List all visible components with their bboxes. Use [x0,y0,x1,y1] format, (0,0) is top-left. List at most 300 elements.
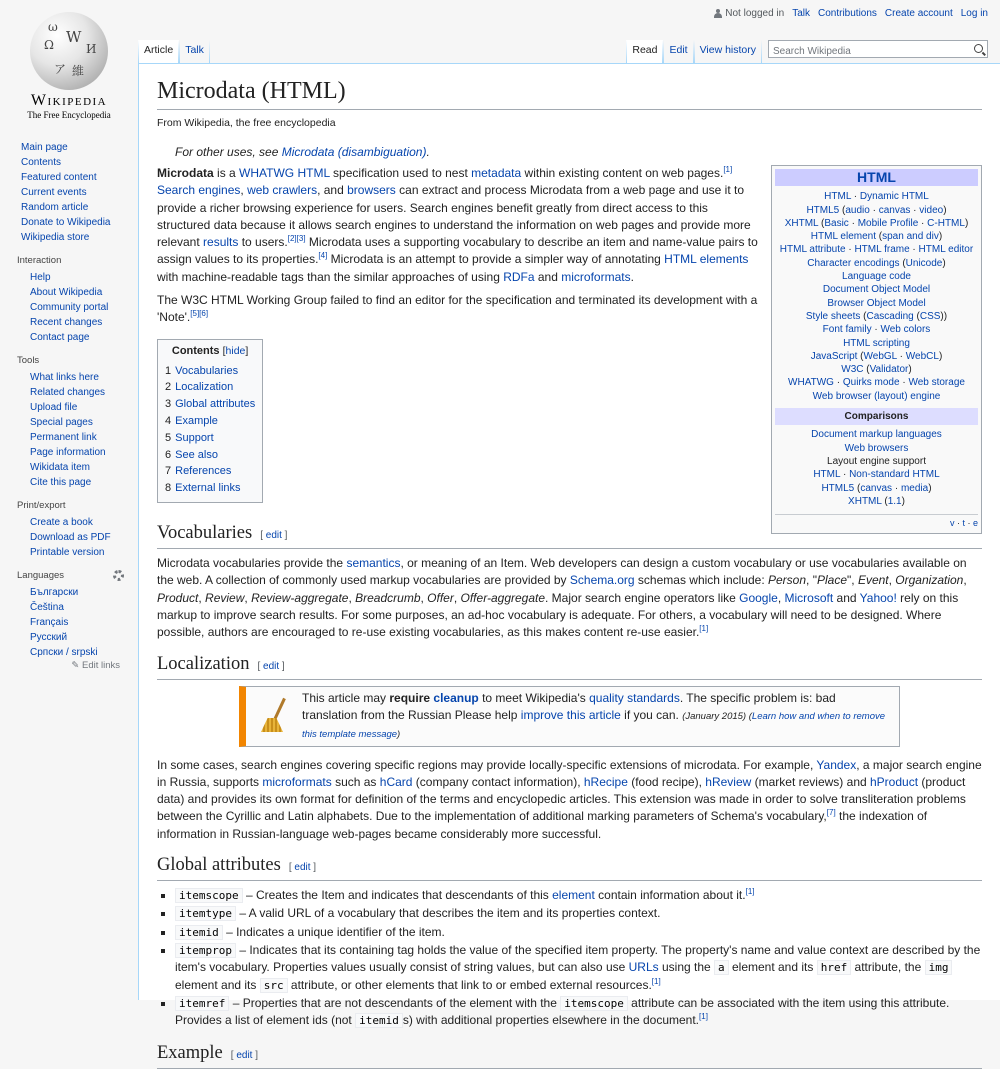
text-run: within existing content on web pages. [521,166,724,180]
sidebar-item-community-portal[interactable]: Community portal [30,302,109,313]
citation-link[interactable]: [4] [318,251,328,261]
wiki-link[interactable]: Schema.org [569,573,635,588]
wiki-link[interactable]: Style sheets [805,310,861,322]
toc-item[interactable] [165,480,255,497]
text-run: if you can. [620,707,683,722]
contributions-link[interactable]: Contributions [818,8,877,19]
infobox-row [775,363,978,376]
cleanup-notice-text [302,690,891,743]
toc-link[interactable]: Support [175,431,214,444]
interaction-heading-label: Interaction [17,255,62,266]
sidebar-item-random-article[interactable]: Random article [21,202,89,213]
edit-section: [ edit ] [257,660,285,672]
wiki-link[interactable]: video [919,204,944,216]
section-heading-example [157,1037,982,1069]
toc-item[interactable] [165,413,255,430]
wiki-link[interactable]: Cascading [866,310,914,322]
sidebar-item-page-information[interactable]: Page information [30,447,106,458]
wiki-link[interactable]: Yahoo! [859,590,897,605]
wiki-link[interactable]: HTML scripting [843,337,910,349]
text-run: s) with additional properties elsewhere in the document. [402,1013,700,1028]
citation [699,624,708,633]
wiki-link[interactable]: audio [845,204,870,216]
text-run: · [964,518,973,529]
wiki-link[interactable]: Character encodings [807,257,900,269]
hatnote-suffix: . [426,145,430,159]
sidebar-item-contents[interactable]: Contents [21,157,62,168]
text-run: , [420,590,428,605]
toc-number: 3 [165,398,172,411]
print-heading [17,500,138,511]
section-heading-global-attributes [157,849,982,881]
talk-link[interactable]: Talk [792,8,810,19]
text-run: to meet Wikipedia's [478,690,590,705]
tab-edit-label: Edit [669,44,688,56]
sidebar-print-export [0,500,138,560]
infobox-row [775,390,978,403]
text-run: – Indicates a unique identifier of the item. [222,924,445,939]
edit-section-link[interactable]: edit [265,530,282,542]
text-run: ( [854,482,861,494]
sidebar-item-about[interactable]: About Wikipedia [30,287,103,298]
text-run: ( [818,217,825,229]
text-run: , [244,590,252,605]
text-run: ( [863,364,870,376]
wiki-link[interactable]: HTML5 [806,204,840,216]
wiki-link[interactable]: HTML frame [854,244,910,256]
cleanup-notice [239,686,900,747]
wiki-link[interactable]: hRecipe [583,774,628,789]
sidebar-languages [0,570,138,671]
infobox-comparisons [775,428,978,508]
sidebar-item-lang-fr[interactable]: Français [30,617,69,628]
sidebar-navigation [0,140,138,245]
code-token: itemref [175,996,229,1011]
sidebar-item-donate[interactable]: Donate to Wikipedia [21,217,111,228]
infobox-row [775,482,978,495]
toc-item[interactable] [165,363,255,380]
wiki-link[interactable]: WebCL [905,350,939,362]
user-icon [714,9,722,18]
text-run: , and [317,183,348,198]
text-run: ( [899,257,906,269]
text-run: Microdata uses a supporting vocabulary to describe an item and name-value pairs to assign values to its properties. [157,235,758,267]
wiki-link[interactable]: Browser Object Model [827,297,926,309]
text-run: · [840,469,850,481]
text-run: (market reviews) and [751,774,870,789]
text-run: using the [658,960,715,975]
sidebar-item-wikidata-item[interactable]: Wikidata item [30,462,91,473]
tab-edit[interactable] [663,40,693,63]
wiki-link[interactable]: element [552,888,595,903]
sidebar-item-upload-file[interactable]: Upload file [30,402,78,413]
tools-heading-label: Tools [17,355,40,366]
tab-talk[interactable] [179,40,210,63]
infobox-row [775,204,978,217]
vocabularies-paragraph [157,555,982,641]
text-run: . The specific problem is: bad translation from the Russian Please help [302,690,836,722]
wiki-link[interactable]: Document markup languages [811,429,942,441]
wiki-link[interactable]: span and div [882,231,939,243]
wiki-link[interactable]: results [203,235,239,250]
text-run: Organization [895,573,964,588]
wiki-link[interactable]: Non-standard HTML [849,469,940,481]
wiki-link[interactable]: canvas [878,204,911,216]
wiki-link[interactable]: W3C [841,364,864,376]
sidebar-item-permanent-link[interactable]: Permanent link [30,432,97,443]
not-logged-in-label: Not logged in [725,8,785,19]
citation-link[interactable]: [1] [699,1012,708,1022]
wiki-link[interactable]: XHTML [848,495,882,507]
list-item [175,887,982,904]
citation-link[interactable]: [1] [699,624,709,634]
tab-article[interactable] [138,40,179,63]
sidebar-item-contact-page[interactable]: Contact page [30,332,90,343]
search-input[interactable] [769,44,959,60]
text-run: · [954,518,963,529]
sidebar-item-lang-sr[interactable]: Српски / srpski [30,647,98,658]
code-token: itemscope [560,996,628,1011]
text-run: attribute can be associated with the item using this attribute. Provides a list of element ids (not [175,995,950,1028]
infobox-row [775,455,978,468]
sidebar-item-create-book[interactable]: Create a book [30,517,93,528]
wiki-link[interactable]: metadata [471,166,522,180]
wiki-link[interactable]: media [900,482,929,494]
wiki-link[interactable]: Mobile Profile [857,217,919,229]
globe-glyph: ω [48,20,58,34]
toc-item[interactable] [165,463,255,480]
text-run: Offer [427,590,454,605]
tab-talk-label: Talk [185,44,204,56]
citation [199,309,208,318]
sidebar-item-store[interactable]: Wikipedia store [21,232,90,243]
text-run: , [198,590,206,605]
wiki-link[interactable]: browsers [347,183,396,198]
edit-section-link[interactable]: edit [236,1050,253,1062]
text-run: (food recipe), [627,774,706,789]
citation-link[interactable]: [2] [287,234,297,244]
toc-link[interactable]: References [175,465,232,478]
wiki-link[interactable]: Web browsers [844,442,909,454]
code-token: itemid [355,1013,403,1028]
text-run: , [453,590,461,605]
wiki-link[interactable]: Validator [869,364,909,376]
text-run: Layout engine support [827,455,926,467]
wiki-link[interactable]: Web storage [908,377,965,389]
text-run: Product [157,590,199,605]
sidebar-item-lang-ru[interactable]: Русский [30,632,68,643]
wiki-link[interactable]: hReview [705,774,752,789]
text-run: (product data) and provides its own format for definition of the terms and encyclopedic articles. This extension was made in order to solve transliteration problems between the Cyrillic and Latin alphabets. Due to the implementation of additional marking parameters of Schema's vocabulary, [157,774,966,824]
text-run: · [848,217,858,229]
wiki-link[interactable]: HTML elements [664,252,749,267]
edit-section: [ edit ] [260,530,288,542]
citation [723,165,732,174]
citation [288,234,297,243]
toc-item[interactable] [165,379,255,396]
sidebar-item-recent-changes[interactable]: Recent changes [30,317,103,328]
section-title: Vocabularies [157,523,253,544]
wiki-link[interactable]: hCard [379,774,413,789]
wiki-link[interactable]: WebGL [863,350,897,362]
wiki-link[interactable]: XHTML [784,217,819,229]
text-run: ) [397,728,401,740]
section-title: Example [157,1043,223,1064]
infobox-row [775,310,978,323]
text-run: and [833,590,860,605]
text-run: · [899,377,909,389]
text-run: (company contact information), [412,774,584,789]
article-content [138,63,1000,1064]
toc-item[interactable] [165,396,255,413]
wiki-link[interactable]: canvas [860,482,893,494]
citation [827,808,836,817]
citation [297,234,306,243]
section-heading-localization [157,648,982,680]
section-title: Global attributes [157,855,281,876]
localization-paragraph [157,757,982,843]
text-run: · [833,377,843,389]
text-run: . [630,269,634,284]
sidebar-item-related-changes[interactable]: Related changes [30,387,106,398]
infobox-row [775,270,978,283]
citation-link[interactable]: [5] [190,309,200,319]
wiki-link[interactable]: URLs [628,960,659,975]
wiki-link[interactable]: quality standards [589,690,680,705]
toc-title-label: Contents [171,344,220,357]
wiki-link[interactable]: Search engines [157,183,241,198]
toc-number: 8 [165,482,172,495]
interaction-heading [17,255,138,266]
wiki-link[interactable]: Unicode [905,257,943,269]
sidebar-item-cite-this-page[interactable]: Cite this page [30,477,92,488]
code-token: itemtype [175,906,236,921]
sidebar-item-download-pdf[interactable]: Download as PDF [30,532,111,543]
citation-link[interactable]: [6] [199,309,209,319]
text-run: · [918,217,928,229]
logo-wordmark: Wikipedia [30,92,108,109]
wiki-link[interactable]: HTML [824,191,852,203]
text-run: ( [881,495,888,507]
text-run: ( [913,310,920,322]
infobox-title[interactable]: HTML [775,169,978,186]
logo-tagline: The Free Encyclopedia [27,110,111,120]
wiki-link[interactable]: Document Object Model [822,284,931,296]
infobox-row [775,190,978,203]
citation-link[interactable]: [7] [826,808,836,818]
toc-link[interactable]: See also [175,448,218,461]
wiki-link[interactable]: RDFa [503,269,535,284]
wiki-link[interactable]: HTML element [810,231,877,243]
wiki-link[interactable]: Font family [822,324,872,336]
text-run: ) [938,350,943,362]
wiki-link[interactable]: Basic [824,217,849,229]
toc-link[interactable]: Localization [175,381,234,394]
sidebar-item-featured-content[interactable]: Featured content [21,172,97,183]
wiki-link[interactable]: HTML [813,469,841,481]
toc-number: 2 [165,381,172,394]
wiki-link[interactable]: v [949,518,955,529]
sidebar-item-help[interactable]: Help [30,272,51,283]
citation-link[interactable]: [1] [651,976,661,986]
infobox-row [775,230,978,243]
toc-item[interactable] [165,430,255,447]
gear-icon[interactable] [113,570,124,581]
wiki-link[interactable]: HTML attribute [779,244,846,256]
citation-link[interactable]: [3] [296,234,306,244]
toc-link[interactable]: External links [175,482,241,495]
hatnote-link[interactable]: Microdata (disambiguation) [281,145,427,159]
text-run: This article may [302,690,390,705]
globe-glyph: W [66,28,82,46]
wiki-link[interactable]: cleanup [433,690,479,705]
text-run: Review-aggregate [251,590,349,605]
toc-link[interactable]: Global attributes [175,398,256,411]
wiki-link[interactable]: e [972,518,978,529]
wiki-link[interactable]: Language code [842,271,911,283]
text-run: rely on this markup to improve search results. For some purposes, an ad-hoc vocabulary is adequate. For others, a vocabulary will need to be designed. Where possible, authors are encouraged to re-use existing vocabularies, as this makes content re-use easier. [157,590,959,640]
sidebar-item-what-links-here[interactable]: What links here [30,372,99,383]
toc-title [165,345,255,357]
wiki-link[interactable]: improve this article [520,707,621,722]
toc-link[interactable]: Vocabularies [175,364,239,377]
personal-tools [714,8,988,19]
edit-section-link[interactable]: edit [263,660,280,672]
infobox-row [775,283,978,296]
wiki-link[interactable]: HTML [297,166,330,180]
text-run: , [348,590,356,605]
wiki-link[interactable]: microformats [561,269,631,284]
wiki-link[interactable]: WHATWG [239,166,295,180]
code-token: img [925,960,953,975]
wiki-link[interactable]: WHATWG [788,377,834,389]
wiki-link[interactable]: Dynamic HTML [859,191,929,203]
text-run: require [389,690,431,705]
wiki-link[interactable]: hProduct [870,774,919,789]
infobox-row [775,217,978,230]
wiki-link[interactable]: Google [739,590,778,605]
citation-link[interactable]: [1] [745,887,755,897]
edit-links[interactable]: ✎ Edit links [71,660,120,671]
text-run: , [888,573,896,588]
text-run: ) [964,217,969,229]
global-attributes-list [157,887,982,1029]
search-icon[interactable] [974,44,983,53]
view-tabs [626,40,988,63]
text-run: , " [806,573,817,588]
wiki-link[interactable]: Learn how and when to remove this template message [302,710,886,740]
code-token: href [817,960,852,975]
edit-section-link[interactable]: edit [294,862,311,874]
citation [699,1012,708,1021]
wiki-link[interactable]: 1.1 [887,495,902,507]
wiki-link[interactable]: C-HTML [927,217,965,229]
globe-glyph: Ω [44,38,54,52]
list-item [175,924,982,941]
tab-read[interactable] [626,40,663,63]
toc-hide-link[interactable]: hide [225,344,246,357]
citation-link[interactable]: [1] [723,165,733,174]
search-box [768,40,988,58]
sidebar-item-lang-cs[interactable]: Čeština [30,602,64,613]
text-run: )) [940,310,948,322]
toc-number: 7 [165,465,172,478]
text-run: · [896,350,906,362]
text-run: ) [943,204,947,216]
text-run: element and its [728,960,817,975]
edit-section: [ edit ] [230,1050,259,1062]
wiki-link[interactable]: JavaScript [810,350,858,362]
wikipedia-logo[interactable] [0,0,138,130]
wiki-link[interactable]: Web browser (layout) engine [812,390,941,402]
text-run: , [777,590,785,605]
sidebar-item-main-page[interactable]: Main page [21,142,68,153]
wiki-link[interactable]: semantics [346,556,401,571]
text-run: such as [331,774,380,789]
text-run: ) [928,482,932,494]
text-run: · [871,324,881,336]
toc-item[interactable] [165,447,255,464]
create-account-link[interactable]: Create account [884,8,953,19]
code-token: a [714,960,729,975]
text-run: attribute, or other elements that link to or embed external resources. [287,977,652,992]
sidebar-interaction [0,255,138,345]
text-run: Offer-aggregate [460,590,546,605]
infobox-rows [775,190,978,403]
sidebar-item-printable-version[interactable]: Printable version [30,547,105,558]
infobox-row [775,442,978,455]
text-run: and [534,269,562,284]
text-run: ) [901,495,905,507]
wiki-link[interactable]: Quirks mode [842,377,900,389]
tools-heading [17,355,138,366]
wiki-link[interactable]: CSS [919,310,941,322]
citation [652,977,661,986]
wiki-link[interactable]: t [962,518,965,529]
log-in-link[interactable]: Log in [960,8,988,19]
sidebar-item-lang-bg[interactable]: Български [30,587,79,598]
table-of-contents [157,339,263,503]
not-logged-in [714,8,784,19]
text-run: is a [213,166,240,180]
text-run: Event [857,573,889,588]
wiki-link[interactable]: microformats [262,774,332,789]
code-token: src [260,978,288,993]
tab-view-history[interactable] [694,40,762,63]
text-run: ", [847,573,858,588]
text-run: · [909,244,919,256]
hatnote-prefix: For other uses, see [175,145,282,159]
wiki-link[interactable]: web crawlers [247,183,318,198]
tab-read-label: Read [632,44,658,56]
wiki-link[interactable]: Yandex [816,757,857,772]
toc-link[interactable]: Example [175,415,218,428]
wiki-link[interactable]: Web colors [880,324,931,336]
page-title: Microdata (HTML) [157,76,982,110]
wiki-link[interactable]: HTML editor [918,244,974,256]
toc-number: 1 [165,364,172,377]
toc-hide-toggle[interactable]: [hide] [222,344,249,357]
sidebar-item-current-events[interactable]: Current events [21,187,87,198]
edit-section: [ edit ] [288,862,317,874]
wiki-link[interactable]: HTML5 [821,482,855,494]
citation [190,309,199,318]
wiki-link[interactable]: Microsoft [784,590,834,605]
toc-number: 4 [165,415,172,428]
infobox-row [775,297,978,310]
sidebar-item-special-pages[interactable]: Special pages [30,417,93,428]
tab-article-label: Article [144,44,174,56]
